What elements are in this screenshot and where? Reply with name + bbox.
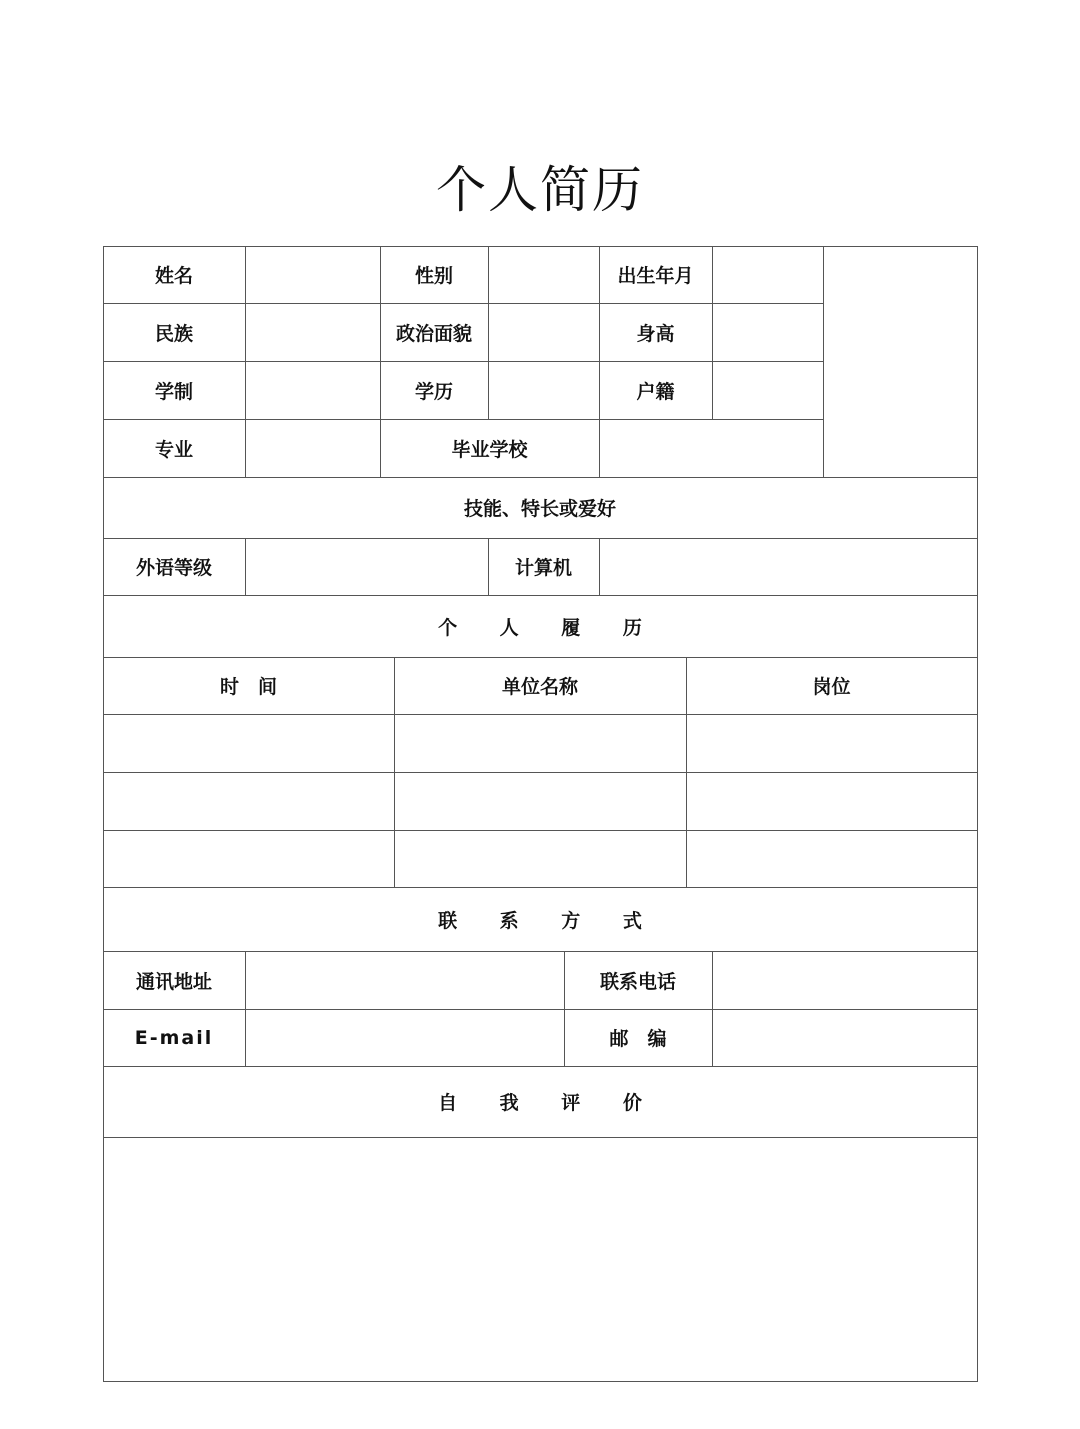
language-label: 外语等级	[103, 538, 246, 596]
major-field[interactable]	[245, 419, 381, 478]
self-evaluation-heading: 自 我 评 价	[103, 1066, 978, 1138]
ethnicity-label: 民族	[103, 303, 246, 362]
name-field[interactable]	[245, 246, 381, 304]
political-field[interactable]	[488, 303, 600, 362]
political-label: 政治面貌	[380, 303, 489, 362]
school-label: 毕业学校	[380, 419, 600, 478]
experience-position-field[interactable]	[686, 772, 978, 831]
school-field[interactable]	[599, 419, 824, 478]
phone-field[interactable]	[712, 951, 978, 1010]
experience-position-field[interactable]	[686, 714, 978, 773]
experience-time-field[interactable]	[103, 714, 395, 773]
address-field[interactable]	[245, 951, 565, 1010]
height-label: 身高	[599, 303, 713, 362]
program-label: 学制	[103, 361, 246, 420]
experience-company-field[interactable]	[394, 830, 687, 888]
skills-heading: 技能、特长或爱好	[103, 477, 978, 539]
computer-label: 计算机	[488, 538, 600, 596]
experience-heading: 个 人 履 历	[103, 595, 978, 658]
gender-field[interactable]	[488, 246, 600, 304]
page-title: 个人简历	[436, 161, 644, 219]
hukou-field[interactable]	[712, 361, 824, 420]
address-label: 通讯地址	[103, 951, 246, 1010]
experience-position-field[interactable]	[686, 830, 978, 888]
height-field[interactable]	[712, 303, 824, 362]
major-label: 专业	[103, 419, 246, 478]
language-field[interactable]	[245, 538, 489, 596]
position-column-header: 岗位	[686, 657, 978, 715]
name-label: 姓名	[103, 246, 246, 304]
experience-time-field[interactable]	[103, 772, 395, 831]
company-column-header: 单位名称	[394, 657, 687, 715]
contact-heading: 联 系 方 式	[103, 887, 978, 952]
email-field[interactable]	[245, 1009, 565, 1067]
photo-area[interactable]	[823, 246, 978, 478]
time-column-header: 时 间	[103, 657, 395, 715]
birth-field[interactable]	[712, 246, 824, 304]
experience-time-field[interactable]	[103, 830, 395, 888]
self-evaluation-field[interactable]	[103, 1137, 978, 1382]
experience-company-field[interactable]	[394, 714, 687, 773]
birth-label: 出生年月	[599, 246, 713, 304]
email-label: E-mail	[103, 1009, 246, 1067]
gender-label: 性别	[380, 246, 489, 304]
postcode-label: 邮 编	[564, 1009, 713, 1067]
resume-form	[103, 246, 978, 1382]
experience-company-field[interactable]	[394, 772, 687, 831]
program-field[interactable]	[245, 361, 381, 420]
education-field[interactable]	[488, 361, 600, 420]
phone-label: 联系电话	[564, 951, 713, 1010]
computer-field[interactable]	[599, 538, 978, 596]
postcode-field[interactable]	[712, 1009, 978, 1067]
ethnicity-field[interactable]	[245, 303, 381, 362]
hukou-label: 户籍	[599, 361, 713, 420]
education-label: 学历	[380, 361, 489, 420]
